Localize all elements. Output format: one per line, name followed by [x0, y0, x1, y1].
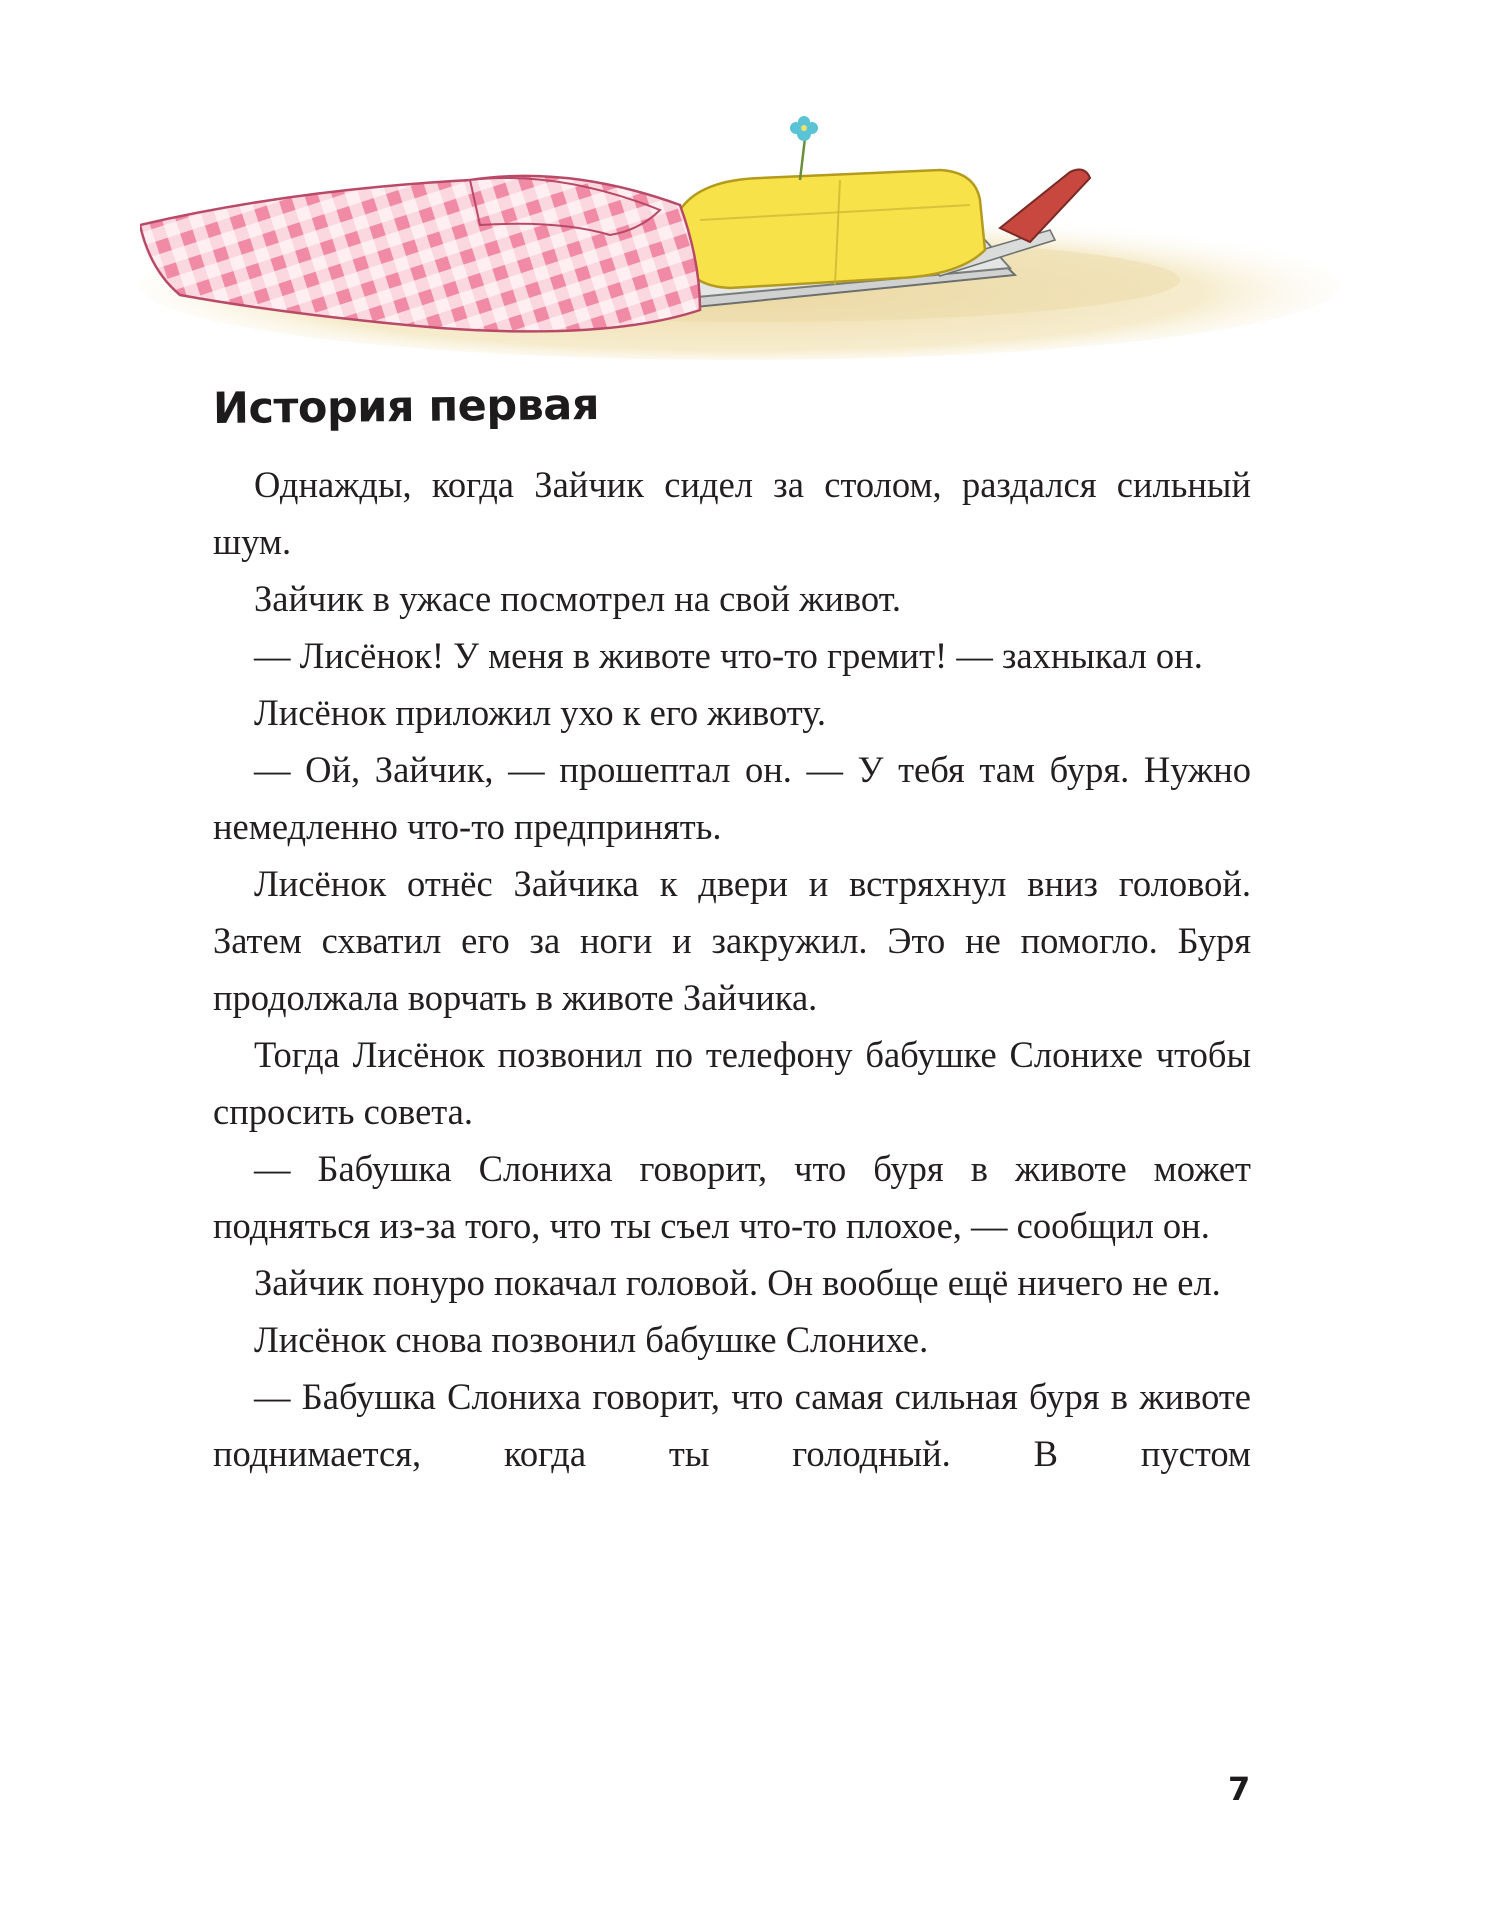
- paragraph: — Лисёнок! У меня в животе что-то гремит! — захныкал он.: [254, 635, 1203, 676]
- paragraph: Зайчик в ужасе посмотрел на свой живот.: [254, 578, 902, 619]
- page-number: 7: [1228, 1770, 1251, 1808]
- butter-block: [680, 170, 985, 288]
- paragraph: — Ой, Зайчик, — прошептал он. — У тебя там буря. Нужно немедленно что-то предпринять.: [213, 749, 1251, 847]
- paragraph: Лисёнок приложил ухо к его животу.: [254, 692, 826, 733]
- story-text: [213, 456, 1251, 1482]
- paragraph: Лисёнок снова позвонил бабушке Слонихе.: [254, 1319, 929, 1360]
- paragraph: Зайчик понуро покачал головой. Он вообще ещё ничего не ел.: [254, 1262, 1221, 1303]
- paragraph: Тогда Лисёнок позвонил по телефону бабушке Слонихе чтобы спросить совета.: [213, 1034, 1251, 1132]
- paragraph: — Бабушка Слониха говорит, что самая сильная буря в животе поднимается, когда ты голодный. В пустом: [213, 1376, 1251, 1474]
- paragraph: Однажды, когда Зайчик сидел за столом, раздался сильный шум.: [213, 464, 1251, 562]
- paragraph: — Бабушка Слониха говорит, что буря в животе может подняться из-за того, что ты съел что-то плохое, — сообщил он.: [213, 1148, 1251, 1246]
- butter-dish-illustration: [140, 110, 1340, 360]
- chapter-title: История первая: [212, 379, 600, 435]
- paragraph: Лисёнок отнёс Зайчика к двери и встряхнул вниз головой. Затем схватил его за ноги и закружил. Это не помогло. Буря продолжала ворчать в животе Зайчика.: [213, 863, 1251, 1018]
- flower: [790, 116, 818, 180]
